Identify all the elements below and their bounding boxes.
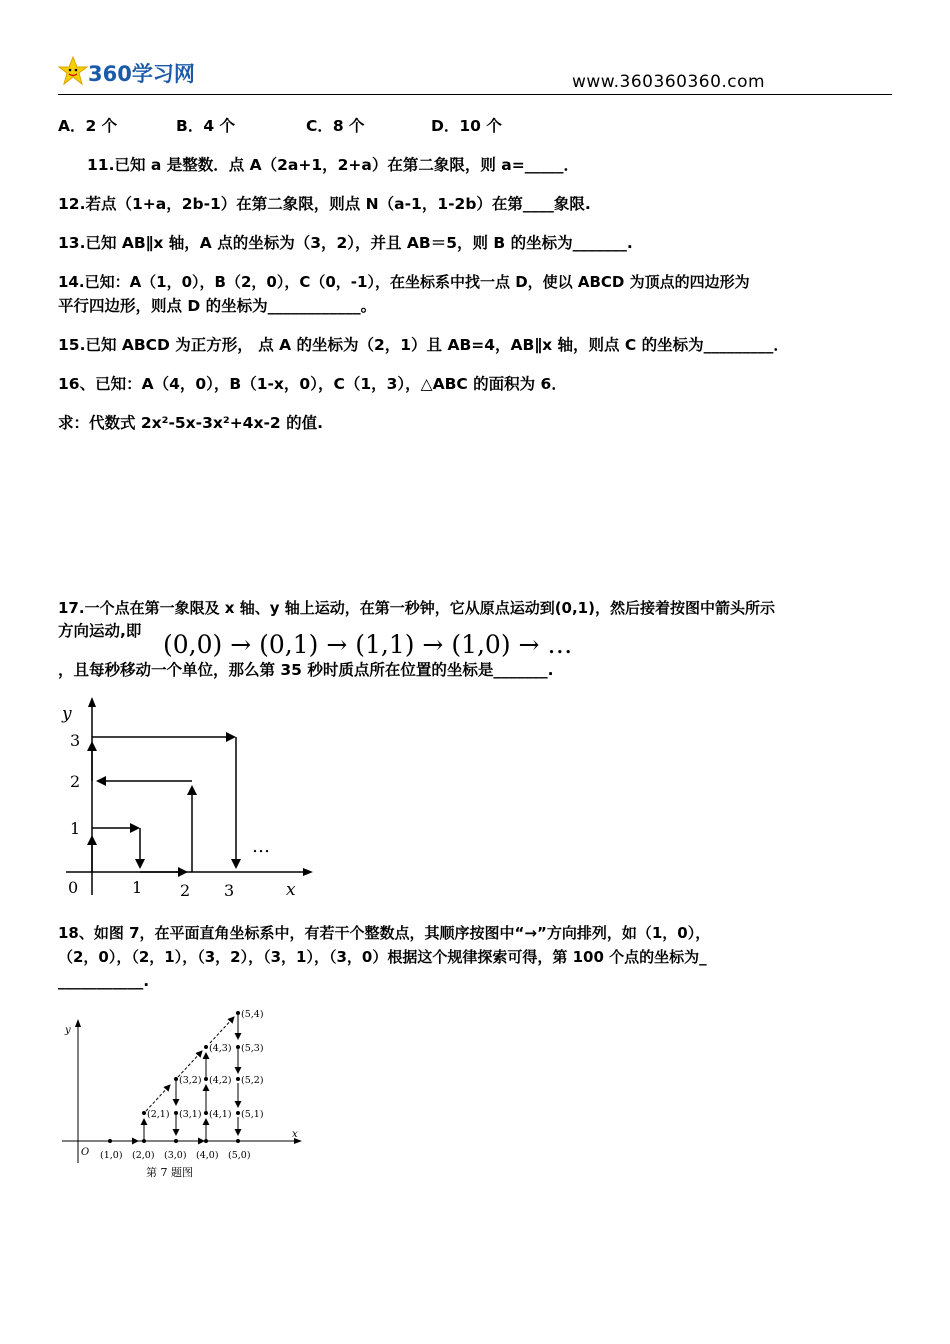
point-label: (3,2) bbox=[179, 1075, 202, 1086]
point-label: (5,2) bbox=[241, 1075, 264, 1086]
header-divider bbox=[58, 94, 892, 95]
point-label: (1,0) bbox=[100, 1150, 123, 1161]
y-axis-label: y bbox=[65, 1025, 71, 1036]
question-16-ask: 求：代数式 2x²-5x-3x²+4x-2 的值. bbox=[58, 414, 323, 432]
question-17-line1: 17.一个点在第一象限及 x 轴、y 轴上运动，在第一秒钟，它从原点运动到(0,1)，然后接着按图中箭头所示 bbox=[58, 599, 775, 617]
question-18-line1: 18、如图 7，在平面直角坐标系中，有若干个整数点，其顺序按图中“→”方向排列，如（1，0）， bbox=[58, 924, 711, 942]
point-label: (4,3) bbox=[209, 1043, 232, 1054]
question-16: 16、已知：A（4，0），B（1-x，0），C（1，3），△ABC 的面积为 6． bbox=[58, 375, 567, 393]
y-tick-1: 1 bbox=[70, 819, 81, 838]
x-axis-label: x bbox=[292, 1129, 298, 1140]
x-tick-1: 1 bbox=[132, 878, 143, 897]
point-label: (4,2) bbox=[209, 1075, 232, 1086]
site-logo bbox=[58, 54, 198, 90]
question-11: 11.已知 a 是整数．点 A（2a+1，2+a）在第二象限，则 a=_____． bbox=[87, 156, 579, 174]
question-15: 15.已知 ABCD 为正方形， 点 A 的坐标为（2，1）且 AB=4，AB∥x 轴，则点 C 的坐标为_________． bbox=[58, 336, 789, 354]
point-label: (4,1) bbox=[209, 1109, 232, 1120]
y-axis-label: y bbox=[62, 704, 72, 724]
x-axis-label: x bbox=[286, 880, 296, 900]
question-14-line2: 平行四边形，则点 D 的坐标为____________。 bbox=[58, 297, 377, 315]
point-label: (2,0) bbox=[132, 1150, 155, 1161]
option-b: B．4 个 bbox=[176, 117, 235, 135]
option-a: A．2 个 bbox=[58, 117, 118, 135]
origin-label: O bbox=[81, 1147, 90, 1158]
motion-path bbox=[92, 737, 236, 872]
question-12: 12.若点（1+a，2b-1）在第二象限，则点 N（a-1，1-2b）在第____象限. bbox=[58, 195, 591, 213]
star-icon bbox=[58, 56, 88, 86]
point-label: (5,3) bbox=[241, 1043, 264, 1054]
question-17-line3: ，且每秒移动一个单位，那么第 35 秒时质点所在位置的坐标是_______. bbox=[58, 661, 554, 679]
question-18-line3: ___________. bbox=[58, 972, 150, 990]
motion-sequence: (0,0) → (0,1) → (1,1) → (1,0) → … bbox=[163, 630, 573, 659]
origin-label: 0 bbox=[68, 878, 79, 897]
point-label: (3,1) bbox=[179, 1109, 202, 1120]
figure-caption: 第 7 题图 bbox=[146, 1166, 193, 1179]
option-d: D．10 个 bbox=[431, 117, 502, 135]
point-label: (5,0) bbox=[228, 1150, 251, 1161]
question-13: 13.已知 AB∥x 轴，A 点的坐标为（3，2），并且 AB＝5，则 B 的坐标为_______. bbox=[58, 234, 633, 252]
x-tick-3: 3 bbox=[224, 881, 235, 900]
y-tick-3: 3 bbox=[70, 731, 81, 750]
site-url: www.360360360.com bbox=[572, 72, 766, 92]
y-tick-2: 2 bbox=[70, 772, 81, 791]
point-label: (2,1) bbox=[147, 1109, 170, 1120]
option-c: C．8 个 bbox=[306, 117, 365, 135]
question-14-line1: 14.已知：A（1，0），B（2，0），C（0，-1），在坐标系中找一点 D，使以 ABCD 为顶点的四边形为 bbox=[58, 273, 750, 291]
point-label: (5,1) bbox=[241, 1109, 264, 1120]
point-label: (4,0) bbox=[196, 1150, 219, 1161]
question-18-line2: （2，0），（2，1），（3，2），（3，1），（3，0）根据这个规律探索可得，第 100 个点的坐标为_ bbox=[58, 948, 707, 966]
point-label: (3,0) bbox=[164, 1150, 187, 1161]
point-label: (5,4) bbox=[241, 1009, 264, 1020]
figure-18-lattice-diagram bbox=[58, 1003, 318, 1188]
figure-17-path-diagram bbox=[58, 695, 318, 905]
logo-text: 360学习网 bbox=[88, 62, 195, 86]
x-tick-2: 2 bbox=[180, 881, 191, 900]
continuation-ellipsis: … bbox=[252, 836, 270, 857]
question-17-line2: 方向运动,即 bbox=[58, 622, 142, 640]
